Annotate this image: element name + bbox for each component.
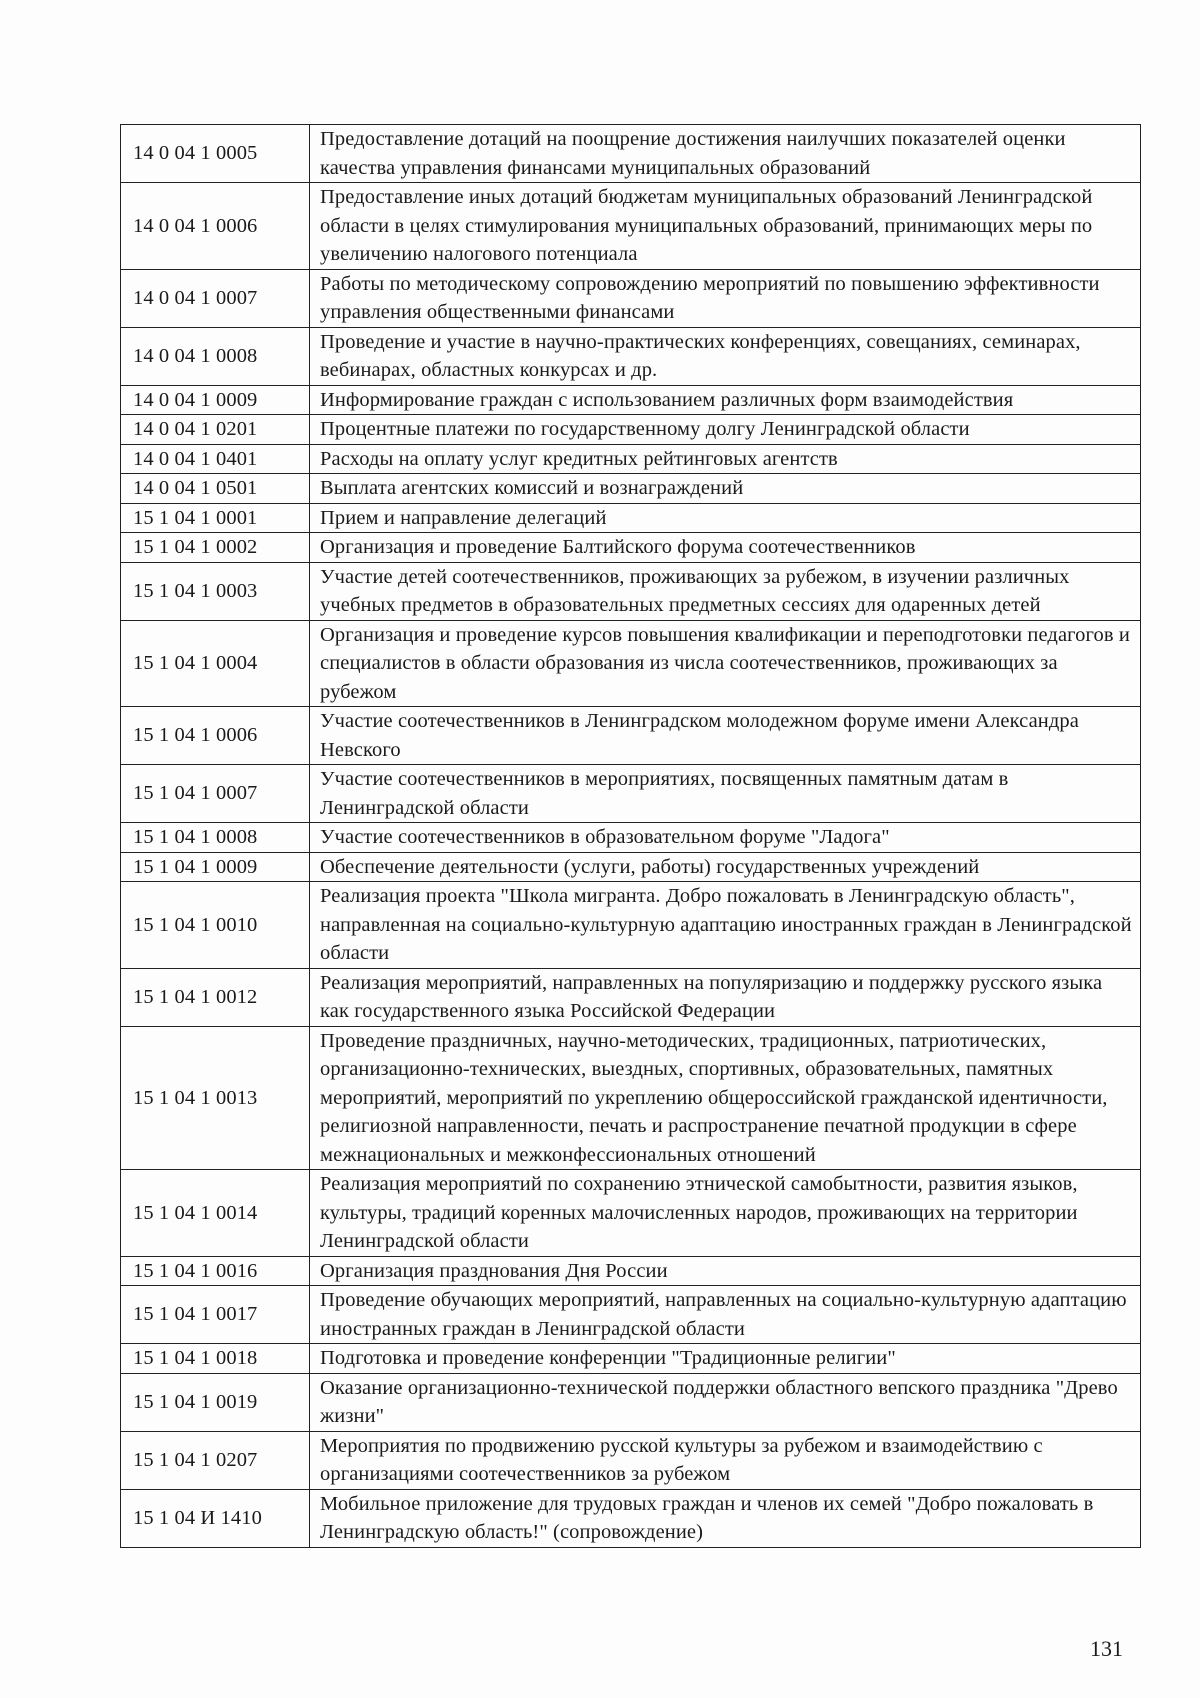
row-description: Предоставление иных дотаций бюджетам муниципальных образований Ленинградской области в целях стимулирования муниципальных образований, принимающих меры по увеличению налогового потенциала xyxy=(310,183,1141,270)
row-description: Участие соотечественников в мероприятиях, посвященных памятным датам в Ленинградской области xyxy=(310,765,1141,823)
table-row xyxy=(121,533,1141,563)
row-description: Реализация мероприятий, направленных на популяризацию и поддержку русского языка как государственного языка Российской Федерации xyxy=(310,968,1141,1026)
page-number: 131 xyxy=(1090,1636,1123,1661)
row-description: Работы по методическому сопровождению мероприятий по повышению эффективности управления общественными финансами xyxy=(310,269,1141,327)
budget-codes-table xyxy=(120,124,1141,1548)
row-code: 15 1 04 1 0001 xyxy=(121,503,310,533)
table-row xyxy=(121,1286,1141,1344)
table-row xyxy=(121,385,1141,415)
row-code: 14 0 04 1 0009 xyxy=(121,385,310,415)
table-row xyxy=(121,269,1141,327)
table-row xyxy=(121,1489,1141,1547)
table-row xyxy=(121,882,1141,969)
table-row xyxy=(121,765,1141,823)
row-code: 15 1 04 1 0004 xyxy=(121,620,310,707)
row-description: Организация празднования Дня России xyxy=(310,1256,1141,1286)
row-description: Участие соотечественников в образовательном форуме "Ладога" xyxy=(310,823,1141,853)
row-code: 15 1 04 1 0006 xyxy=(121,707,310,765)
table-row xyxy=(121,1256,1141,1286)
row-code: 14 0 04 1 0007 xyxy=(121,269,310,327)
row-description: Проведение праздничных, научно-методических, традиционных, патриотических, организационно-технических, выездных, спортивных, образовательных, памятных мероприятий, мероприятий по укреплению общероссийской гражданской идентичности, религиозной направленности, печать и распространение печатной продукции в сфере межнациональных и межконфессиональных отношений xyxy=(310,1026,1141,1170)
table-row xyxy=(121,620,1141,707)
row-description: Предоставление дотаций на поощрение достижения наилучших показателей оценки качества управления финансами муниципальных образований xyxy=(310,125,1141,183)
table-row xyxy=(121,415,1141,445)
row-code: 15 1 04 1 0017 xyxy=(121,1286,310,1344)
row-code: 15 1 04 1 0013 xyxy=(121,1026,310,1170)
table-row xyxy=(121,125,1141,183)
table-row xyxy=(121,503,1141,533)
table-row xyxy=(121,1373,1141,1431)
row-code: 15 1 04 1 0019 xyxy=(121,1373,310,1431)
row-description: Участие детей соотечественников, проживающих за рубежом, в изучении различных учебных предметов в образовательных предметных сессиях для одаренных детей xyxy=(310,562,1141,620)
row-code: 14 0 04 1 0005 xyxy=(121,125,310,183)
row-description: Мобильное приложение для трудовых граждан и членов их семей "Добро пожаловать в Ленинградскую область!" (сопровождение) xyxy=(310,1489,1141,1547)
row-code: 14 0 04 1 0501 xyxy=(121,474,310,504)
row-code: 14 0 04 1 0201 xyxy=(121,415,310,445)
row-description: Оказание организационно-технической поддержки областного вепского праздника "Древо жизни" xyxy=(310,1373,1141,1431)
row-description: Проведение и участие в научно-практических конференциях, совещаниях, семинарах, вебинарах, областных конкурсах и др. xyxy=(310,327,1141,385)
row-description: Организация и проведение Балтийского форума соотечественников xyxy=(310,533,1141,563)
row-description: Прием и направление делегаций xyxy=(310,503,1141,533)
row-code: 15 1 04 1 0009 xyxy=(121,852,310,882)
row-code: 14 0 04 1 0401 xyxy=(121,444,310,474)
table-row xyxy=(121,852,1141,882)
row-description: Расходы на оплату услуг кредитных рейтинговых агентств xyxy=(310,444,1141,474)
table-body xyxy=(121,125,1141,1548)
table-row xyxy=(121,968,1141,1026)
row-description: Участие соотечественников в Ленинградском молодежном форуме имени Александра Невского xyxy=(310,707,1141,765)
table-row xyxy=(121,444,1141,474)
row-code: 15 1 04 1 0003 xyxy=(121,562,310,620)
row-code: 15 1 04 1 0010 xyxy=(121,882,310,969)
row-description: Информирование граждан с использованием различных форм взаимодействия xyxy=(310,385,1141,415)
row-description: Организация и проведение курсов повышения квалификации и переподготовки педагогов и специалистов в области образования из числа соотечественников, проживающих за рубежом xyxy=(310,620,1141,707)
row-code: 15 1 04 1 0007 xyxy=(121,765,310,823)
row-description: Выплата агентских комиссий и вознаграждений xyxy=(310,474,1141,504)
row-code: 15 1 04 1 0207 xyxy=(121,1431,310,1489)
table-row xyxy=(121,823,1141,853)
row-description: Мероприятия по продвижению русской культуры за рубежом и взаимодействию с организациями соотечественников за рубежом xyxy=(310,1431,1141,1489)
table-row xyxy=(121,474,1141,504)
table-row xyxy=(121,707,1141,765)
row-description: Реализация проекта "Школа мигранта. Добро пожаловать в Ленинградскую область", направленная на социально-культурную адаптацию иностранных граждан в Ленинградской области xyxy=(310,882,1141,969)
row-description: Процентные платежи по государственному долгу Ленинградской области xyxy=(310,415,1141,445)
row-description: Проведение обучающих мероприятий, направленных на социально-культурную адаптацию иностранных граждан в Ленинградской области xyxy=(310,1286,1141,1344)
row-code: 15 1 04 1 0014 xyxy=(121,1170,310,1257)
row-code: 15 1 04 1 0016 xyxy=(121,1256,310,1286)
row-code: 15 1 04 1 0002 xyxy=(121,533,310,563)
table-row xyxy=(121,183,1141,270)
row-description: Реализация мероприятий по сохранению этнической самобытности, развития языков, культуры, традиций коренных малочисленных народов, проживающих на территории Ленинградской области xyxy=(310,1170,1141,1257)
row-code: 15 1 04 И 1410 xyxy=(121,1489,310,1547)
row-code: 14 0 04 1 0006 xyxy=(121,183,310,270)
row-code: 15 1 04 1 0018 xyxy=(121,1344,310,1374)
row-code: 15 1 04 1 0008 xyxy=(121,823,310,853)
table-row xyxy=(121,1344,1141,1374)
row-code: 14 0 04 1 0008 xyxy=(121,327,310,385)
table-row xyxy=(121,1431,1141,1489)
table-row xyxy=(121,1170,1141,1257)
table-row xyxy=(121,562,1141,620)
table-row xyxy=(121,1026,1141,1170)
row-description: Обеспечение деятельности (услуги, работы) государственных учреждений xyxy=(310,852,1141,882)
row-description: Подготовка и проведение конференции "Традиционные религии" xyxy=(310,1344,1141,1374)
row-code: 15 1 04 1 0012 xyxy=(121,968,310,1026)
table-row xyxy=(121,327,1141,385)
